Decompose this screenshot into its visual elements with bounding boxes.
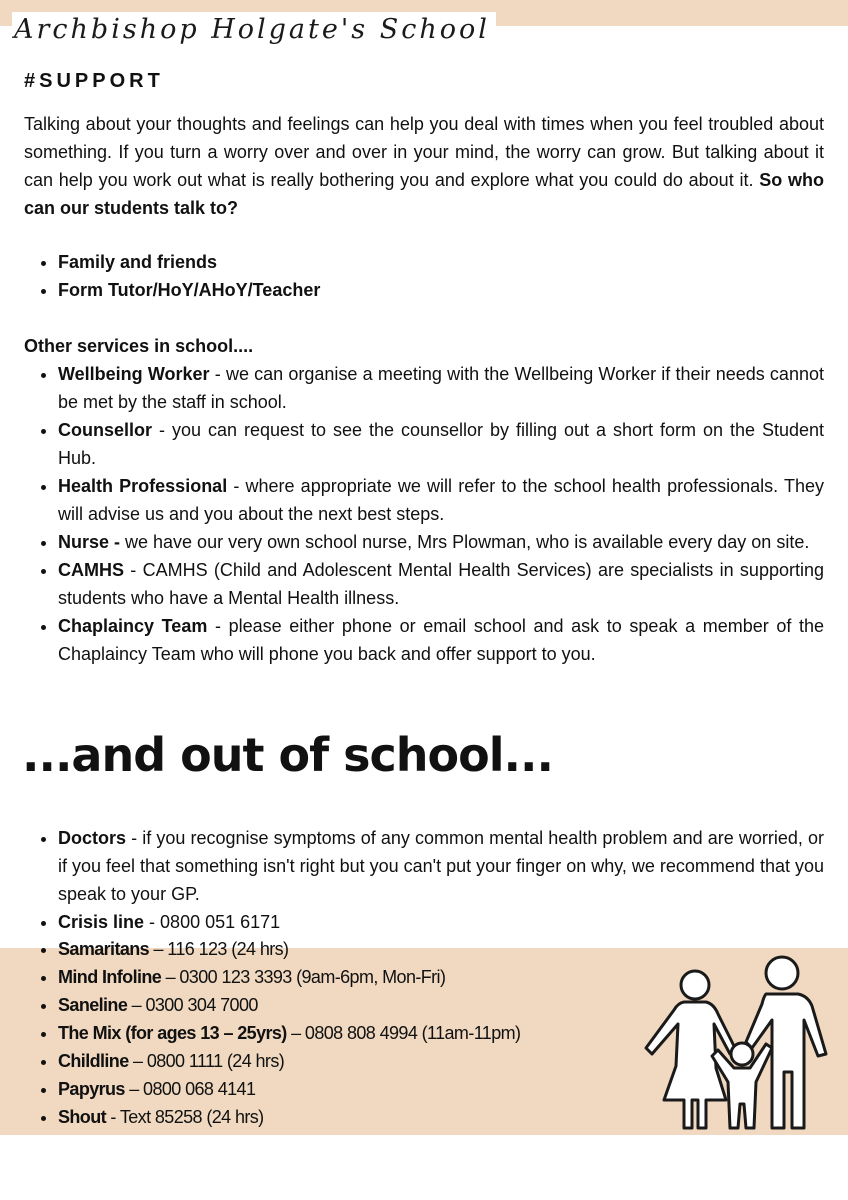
service-item [58,908,824,936]
school-name: Archbishop Holgate's School [12,12,496,48]
helpline-title: Shout [58,1107,106,1127]
helpline-desc: – 0808 808 4994 (11am-11pm) [286,1023,521,1043]
service-title: Nurse - [58,532,121,552]
service-item [58,416,824,472]
service-title: Chaplaincy Team [58,616,208,636]
service-desc: - if you recognise symptoms of any common mental health problem and are worried, or if you feel that something isn't right but you can't put your finger on why, we recommend that you speak to your GP. [58,828,824,904]
service-item [58,612,824,668]
service-desc: - CAMHS (Child and Adolescent Mental Health Services) are specialists in supporting students who have a Mental Health illness. [58,560,824,608]
helpline-desc: – 0800 068 4141 [124,1079,256,1099]
services-list [24,360,824,668]
service-desc: - please either phone or email school and ask to speak a member of the Chaplaincy Team who will phone you back and offer support to you. [58,616,825,664]
service-desc: - where appropriate we will refer to the school health professionals. They will advise us and you about the next best steps. [58,476,824,524]
section-tag: #SUPPORT [24,70,164,92]
service-item [58,472,824,528]
list-item: • Family and friends [58,248,824,276]
helpline-desc: – 0300 123 3393 (9am-6pm, Mon-Fri) [161,967,446,987]
intro-paragraph [24,110,824,222]
helpline-title: Samaritans [58,939,150,959]
helpline-title: Mind Infoline [58,967,162,987]
helpline-desc: – 0800 1111 (24 hrs) [128,1051,285,1071]
family-figure-icon [640,950,830,1130]
doctors-list [24,824,824,936]
helpline-title: Childline [58,1051,129,1071]
intro-text: Talking about your thoughts and feelings can help you deal with times when you feel troubled about something. If you turn a worry over and over in your mind, the worry can grow. But talking about it can help you work out what is really bothering you and explore what you could do about it. [24,114,824,190]
helpline-title: Saneline [58,995,128,1015]
service-title: Wellbeing Worker [58,364,210,384]
service-title: CAMHS [58,560,124,580]
service-desc: - you can request to see the counsellor by filling out a short form on the Student Hub. [58,420,824,468]
service-item [58,824,824,908]
helpline-desc: - Text 85258 (24 hrs) [106,1107,264,1127]
service-item [58,556,824,612]
service-desc: - we can organise a meeting with the Wellbeing Worker if their needs cannot be met by the staff in school. [58,364,824,412]
service-desc: - 0800 051 6171 [144,912,281,932]
helpline-desc: – 0300 304 7000 [127,995,258,1015]
other-services-heading: Other services in school.... [24,336,254,356]
helpline-desc: – 116 123 (24 hrs) [149,939,289,959]
service-desc: we have our very own school nurse, Mrs Plowman, who is available every day on site. [120,532,810,552]
service-title: Health Professional [58,476,228,496]
helpline-title: Papyrus [58,1079,125,1099]
service-title: Crisis line [58,912,145,932]
helpline-title: The Mix (for ages 13 – 25yrs) [58,1023,287,1043]
service-item [58,360,824,416]
intro-question: So who can our students talk to? [24,170,824,218]
list-item: • Form Tutor/HoY/AHoY/Teacher [58,276,824,304]
service-title: Counsellor [58,420,153,440]
out-of-school-heading: ...and out of school... [22,728,553,782]
service-title: Doctors [58,828,127,848]
service-item [58,528,824,556]
family-list [24,248,824,304]
